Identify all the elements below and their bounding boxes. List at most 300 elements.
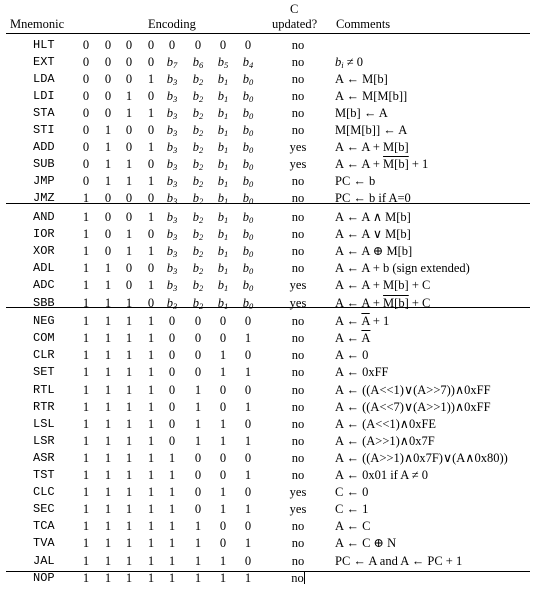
encoding-bit: 0: [82, 71, 90, 86]
mnemonic-cell: ASR: [33, 450, 55, 465]
encoding-bit: 1: [125, 365, 133, 380]
encoding-bit: 1: [194, 519, 202, 534]
encoding-bit: 0: [244, 553, 252, 568]
encoding-bit: 1: [147, 278, 155, 293]
encoding-bit: 1: [104, 295, 112, 310]
encoding-bit: $b_2$: [192, 71, 204, 87]
text-cursor: [304, 571, 305, 584]
encoding-bit: $b_3$: [166, 227, 178, 243]
mnemonic-cell: XOR: [33, 244, 55, 259]
encoding-bit: 1: [244, 433, 252, 448]
encoding-bit: 1: [82, 348, 90, 363]
encoding-bit: 1: [194, 433, 202, 448]
encoding-bit: 1: [147, 105, 155, 120]
encoding-bit: 1: [147, 244, 155, 259]
c-updated-cell: no: [291, 191, 305, 206]
table-row: [0, 553, 542, 571]
comment-cell: A ← A + M[b] + 1: [335, 157, 429, 172]
mnemonic-cell: TCA: [33, 519, 55, 534]
mnemonic-cell: ADC: [33, 278, 55, 293]
comment-cell: A ← $\overline{A} + 1$: [335, 314, 390, 329]
encoding-bit: 1: [82, 331, 90, 346]
comment-cell: A ← M[b]: [335, 71, 388, 86]
encoding-bit: $b_1$: [217, 105, 229, 121]
encoding-bit: 1: [194, 570, 202, 585]
encoding-bit: 0: [168, 37, 176, 52]
encoding-bit: 1: [104, 570, 112, 585]
encoding-bit: $b_0$: [242, 295, 254, 311]
encoding-bit: 0: [82, 174, 90, 189]
encoding-bit: 0: [125, 37, 133, 52]
c-updated-cell: no: [291, 536, 305, 551]
encoding-bit: 0: [147, 88, 155, 103]
encoding-bit: 1: [104, 174, 112, 189]
encoding-bit: $b_2$: [192, 88, 204, 104]
mnemonic-cell: LDI: [33, 88, 55, 103]
encoding-bit: 1: [244, 468, 252, 482]
encoding-bit: $b_3$: [166, 261, 178, 277]
encoding-bit: 1: [168, 502, 176, 517]
encoding-bit: $b_2$: [192, 191, 204, 207]
encoding-bit: 1: [82, 227, 90, 242]
encoding-bit: $b_1$: [217, 140, 229, 156]
comment-cell: A ← ((A<<1)∨(A>>7))∧0xFF: [335, 382, 491, 397]
encoding-bit: 1: [147, 468, 155, 482]
c-updated-cell: yes: [289, 295, 307, 310]
mnemonic-cell: IOR: [33, 227, 55, 242]
table-row: [0, 535, 542, 553]
encoding-bit: 1: [219, 433, 227, 448]
encoding-bit: 1: [168, 485, 176, 500]
encoding-bit: 1: [104, 416, 112, 431]
encoding-bit: 1: [125, 433, 133, 448]
encoding-bit: $b_3$: [166, 123, 178, 138]
encoding-bit: $b_0$: [242, 261, 254, 277]
mnemonic-cell: JAL: [33, 553, 55, 568]
encoding-bit: 1: [104, 348, 112, 363]
encoding-bit: 1: [125, 382, 133, 397]
encoding-bit: $b_2$: [192, 210, 204, 225]
encoding-bit: 1: [168, 450, 176, 465]
encoding-bit: 1: [194, 553, 202, 568]
encoding-bit: 1: [219, 365, 227, 380]
encoding-bit: 0: [168, 416, 176, 431]
mnemonic-cell: JMP: [33, 174, 55, 189]
encoding-bit: 0: [104, 54, 112, 69]
encoding-bit: $b_0$: [242, 191, 254, 207]
encoding-bit: 1: [82, 314, 90, 329]
encoding-header: Encoding: [148, 17, 196, 31]
table-row: [0, 570, 542, 588]
mnemonic-cell: ADD: [33, 140, 55, 155]
encoding-bit: $b_3$: [166, 157, 178, 173]
encoding-bit: 0: [82, 157, 90, 172]
comment-cell: A ← A + M[b] + C: [335, 295, 431, 310]
encoding-bit: $b_2$: [192, 123, 204, 138]
encoding-bit: $b_0$: [242, 123, 254, 138]
c-updated-cell: no: [291, 37, 305, 52]
comment-cell: A ← 0xFF: [335, 365, 389, 380]
mnemonic-cell: EXT: [33, 54, 55, 69]
encoding-bit: 0: [168, 365, 176, 380]
encoding-bit: 0: [194, 314, 202, 329]
mnemonic-cell: LSL: [33, 416, 55, 431]
encoding-bit: 1: [104, 365, 112, 380]
encoding-bit: 1: [104, 399, 112, 414]
encoding-bit: $b_2$: [192, 157, 204, 173]
encoding-bit: 1: [244, 399, 252, 414]
c-updated-cell: no: [291, 382, 305, 397]
encoding-bit: 0: [147, 123, 155, 137]
encoding-bit: $b_0$: [242, 210, 254, 225]
encoding-bit: 1: [219, 570, 227, 585]
encoding-bit: $b_0$: [242, 105, 254, 121]
c-updated-cell: no: [291, 244, 305, 259]
table-row: [0, 467, 542, 485]
c-updated-cell: no: [291, 261, 305, 276]
encoding-bit: 1: [82, 191, 90, 206]
encoding-bit: 1: [82, 382, 90, 397]
encoding-bit: $b_6$: [192, 54, 204, 70]
c-updated-cell: yes: [289, 157, 307, 172]
encoding-bit: 1: [104, 157, 112, 172]
encoding-bit: 1: [168, 519, 176, 534]
mnemonic-cell: JMZ: [33, 191, 55, 206]
encoding-bit: 0: [194, 348, 202, 363]
c-updated-cell: no: [291, 365, 305, 380]
encoding-bit: 0: [104, 105, 112, 120]
encoding-bit: 1: [125, 295, 133, 310]
c-header: C: [290, 2, 299, 16]
encoding-bit: 1: [104, 123, 112, 137]
encoding-bit: 1: [104, 553, 112, 568]
encoding-bit: $b_0$: [242, 227, 254, 243]
encoding-bit: $b_2$: [192, 278, 204, 294]
table-row: [0, 399, 542, 417]
encoding-bit: 1: [104, 331, 112, 346]
table-row: [0, 122, 542, 140]
encoding-bit: 0: [219, 382, 227, 397]
encoding-bit: 1: [125, 314, 133, 329]
table-row: [0, 190, 542, 208]
comment-cell: A ← M[M[b]]: [335, 88, 408, 103]
encoding-bit: $b_2$: [192, 244, 204, 260]
comment-cell: PC ← A and A ← PC + 1: [335, 553, 463, 568]
mnemonic-cell: TST: [33, 468, 55, 482]
encoding-bit: 1: [82, 416, 90, 431]
c-updated-cell: yes: [289, 485, 307, 500]
encoding-bit: $b_3$: [166, 295, 178, 311]
encoding-bit: $b_0$: [242, 278, 254, 294]
mnemonic-cell: NEG: [33, 314, 55, 329]
mnemonic-cell: SEC: [33, 502, 55, 517]
table-row: [0, 382, 542, 400]
encoding-bit: $b_1$: [217, 261, 229, 277]
table-row: [0, 501, 542, 519]
mnemonic-cell: SET: [33, 365, 55, 380]
encoding-bit: 1: [125, 244, 133, 259]
encoding-bit: 0: [244, 37, 252, 52]
mnemonic-cell: CLR: [33, 348, 55, 363]
c-updated-cell: no: [291, 450, 305, 465]
updated-header: updated?: [272, 17, 318, 31]
encoding-bit: 1: [125, 157, 133, 172]
encoding-bit: 1: [125, 536, 133, 551]
encoding-bit: 1: [125, 502, 133, 517]
encoding-bit: 1: [244, 502, 252, 517]
encoding-bit: 1: [82, 502, 90, 517]
encoding-bit: 1: [147, 433, 155, 448]
encoding-bit: 0: [104, 37, 112, 52]
encoding-bit: $b_1$: [217, 191, 229, 207]
encoding-bit: 1: [125, 399, 133, 414]
encoding-bit: 0: [82, 123, 90, 137]
table-row: [0, 277, 542, 295]
encoding-bit: 1: [168, 553, 176, 568]
c-updated-cell: no: [291, 331, 305, 346]
encoding-bit: $b_1$: [217, 157, 229, 173]
c-updated-cell: no: [291, 348, 305, 363]
encoding-bit: 1: [147, 570, 155, 585]
mnemonic-cell: TVA: [33, 536, 55, 551]
encoding-bit: $b_2$: [192, 105, 204, 121]
encoding-bit: $b_0$: [242, 244, 254, 260]
encoding-bit: $b_0$: [242, 140, 254, 156]
encoding-bit: 0: [244, 382, 252, 397]
comment-cell: A ← (A<<1)∧0xFE: [335, 416, 437, 431]
mnemonic-cell: SUB: [33, 157, 55, 172]
c-updated-cell: no: [291, 433, 305, 448]
table-row: [0, 416, 542, 434]
encoding-bit: 1: [104, 433, 112, 448]
encoding-bit: 0: [104, 244, 112, 259]
comment-cell: A ← 0: [335, 348, 369, 363]
comment-cell: PC ← b: [335, 174, 376, 189]
encoding-bit: 1: [147, 174, 155, 189]
table-row: [0, 54, 542, 72]
encoding-bit: 1: [125, 348, 133, 363]
encoding-bit: 1: [82, 450, 90, 465]
c-updated-cell: no: [291, 416, 305, 431]
encoding-bit: 0: [194, 331, 202, 346]
encoding-bit: 1: [219, 416, 227, 431]
table-row: [0, 450, 542, 468]
encoding-bit: 1: [82, 536, 90, 551]
c-updated-cell: no: [291, 88, 305, 103]
table-row: [0, 243, 542, 261]
mnemonic-cell: RTL: [33, 382, 55, 397]
encoding-bit: 1: [104, 502, 112, 517]
encoding-bit: 1: [244, 570, 252, 585]
table-row: [0, 313, 542, 331]
encoding-bit: 1: [147, 210, 155, 224]
encoding-bit: 0: [219, 399, 227, 414]
encoding-bit: 0: [194, 450, 202, 465]
encoding-bit: 1: [82, 210, 90, 224]
encoding-bit: 1: [125, 227, 133, 242]
comment-cell: A ← ((A>>1)∧0x7F)∨(A∧0x80)): [335, 450, 508, 465]
encoding-bit: 1: [147, 365, 155, 380]
encoding-bit: 0: [147, 54, 155, 69]
encoding-bit: 1: [194, 536, 202, 551]
encoding-bit: $b_2$: [192, 261, 204, 277]
encoding-bit: 0: [244, 519, 252, 534]
encoding-bit: 1: [125, 553, 133, 568]
encoding-bit: 1: [219, 553, 227, 568]
mnemonic-cell: ADL: [33, 261, 55, 276]
encoding-bit: $b_1$: [217, 227, 229, 243]
encoding-bit: $b_2$: [192, 140, 204, 156]
encoding-bit: 0: [244, 450, 252, 465]
c-updated-cell: no: [291, 227, 305, 242]
encoding-bit: 1: [104, 314, 112, 329]
c-updated-cell: no: [291, 123, 305, 137]
encoding-bit: 0: [219, 450, 227, 465]
c-updated-cell: no: [291, 54, 305, 69]
encoding-bit: 1: [82, 244, 90, 259]
c-updated-cell: yes: [289, 278, 307, 293]
table-row: [0, 484, 542, 502]
table-row: [0, 139, 542, 157]
encoding-bit: 1: [104, 536, 112, 551]
comment-cell: A ← C: [335, 519, 371, 534]
encoding-bit: 0: [219, 468, 227, 482]
encoding-bit: 1: [168, 570, 176, 585]
encoding-bit: 0: [82, 140, 90, 155]
encoding-bit: 0: [194, 37, 202, 52]
table-row: [0, 156, 542, 174]
encoding-bit: 1: [125, 105, 133, 120]
encoding-bit: 0: [125, 210, 133, 224]
encoding-bit: 0: [82, 88, 90, 103]
encoding-bit: 0: [125, 123, 133, 137]
encoding-bit: 1: [147, 314, 155, 329]
encoding-bit: 0: [194, 468, 202, 482]
encoding-bit: 1: [82, 433, 90, 448]
mnemonic-cell: STA: [33, 105, 55, 120]
comment-cell: A ← $\overline{A}$: [335, 331, 371, 346]
encoding-bit: $b_0$: [242, 157, 254, 173]
encoding-bit: 1: [82, 261, 90, 276]
encoding-bit: 0: [244, 416, 252, 431]
encoding-bit: 0: [125, 54, 133, 69]
encoding-bit: 1: [125, 450, 133, 465]
c-updated-cell: yes: [289, 140, 307, 155]
encoding-bit: $b_1$: [217, 88, 229, 104]
encoding-bit: $b_0$: [242, 88, 254, 104]
comment-cell: A ← (A>>1)∧0x7F: [335, 433, 435, 448]
encoding-bit: 1: [104, 450, 112, 465]
encoding-bit: $b_3$: [166, 210, 178, 225]
c-updated-cell: no: [291, 174, 305, 189]
encoding-bit: 1: [82, 485, 90, 500]
encoding-bit: $b_2$: [192, 295, 204, 311]
table-row: [0, 364, 542, 382]
encoding-bit: 0: [125, 71, 133, 86]
encoding-bit: $b_3$: [166, 174, 178, 190]
encoding-bit: 1: [82, 468, 90, 482]
encoding-bit: 1: [104, 140, 112, 155]
table-row: [0, 433, 542, 451]
encoding-bit: 0: [168, 314, 176, 329]
encoding-bit: 1: [244, 331, 252, 346]
encoding-bit: 0: [219, 314, 227, 329]
comment-cell: A ← A ∧ M[b]: [335, 210, 411, 224]
encoding-bit: 1: [168, 468, 176, 482]
encoding-bit: 1: [125, 174, 133, 189]
table-row: [0, 105, 542, 123]
c-updated-cell: no: [291, 519, 305, 534]
c-updated-cell: no: [291, 553, 305, 568]
encoding-bit: 0: [125, 278, 133, 293]
encoding-bit: 1: [147, 399, 155, 414]
encoding-bit: 0: [168, 433, 176, 448]
encoding-bit: 1: [194, 416, 202, 431]
c-updated-cell: no: [291, 314, 305, 329]
encoding-bit: 1: [82, 519, 90, 534]
encoding-bit: $b_1$: [217, 210, 229, 225]
encoding-bit: $b_2$: [192, 174, 204, 190]
c-updated-cell: no: [291, 105, 305, 120]
encoding-bit: 0: [219, 331, 227, 346]
table-row: [0, 260, 542, 278]
encoding-bit: $b_0$: [242, 174, 254, 190]
mnemonic-cell: STI: [33, 123, 55, 137]
encoding-bit: 0: [104, 191, 112, 206]
encoding-bit: 1: [147, 536, 155, 551]
c-updated-cell: no: [291, 468, 305, 482]
encoding-bit: 0: [219, 37, 227, 52]
encoding-bit: 1: [125, 468, 133, 482]
encoding-bit: 1: [104, 468, 112, 482]
table-row: [0, 88, 542, 106]
encoding-bit: 0: [125, 261, 133, 276]
table-row: [0, 209, 542, 227]
encoding-bit: 0: [219, 519, 227, 534]
encoding-bit: 1: [104, 278, 112, 293]
comment-cell: M[b] ← A: [335, 105, 388, 120]
encoding-bit: $b_3$: [166, 244, 178, 260]
encoding-bit: $b_4$: [242, 54, 254, 70]
encoding-bit: 1: [104, 382, 112, 397]
encoding-bit: 0: [104, 227, 112, 242]
encoding-bit: 1: [147, 553, 155, 568]
encoding-bit: 0: [104, 88, 112, 103]
comments-header: Comments: [336, 17, 391, 31]
encoding-bit: 1: [194, 382, 202, 397]
mnemonic-cell: LDA: [33, 71, 55, 86]
encoding-bit: 0: [82, 54, 90, 69]
table-row: [0, 37, 542, 55]
encoding-bit: 0: [104, 210, 112, 224]
encoding-bit: $b_3$: [166, 88, 178, 104]
encoding-bit: 1: [147, 382, 155, 397]
encoding-bit: 1: [147, 485, 155, 500]
encoding-bit: 1: [82, 553, 90, 568]
encoding-bit: $b_3$: [166, 278, 178, 294]
mnemonic-cell: RTR: [33, 399, 55, 414]
mnemonic-cell: AND: [33, 210, 55, 224]
table-row: [0, 173, 542, 191]
table-row: [0, 518, 542, 536]
c-updated-cell: no: [291, 71, 305, 86]
c-updated-cell: no: [291, 210, 305, 224]
encoding-bit: 1: [219, 502, 227, 517]
comment-cell: A ← ((A<<7)∨(A>>1))∧0xFF: [335, 399, 491, 414]
table-row: [0, 347, 542, 365]
encoding-bit: 1: [147, 331, 155, 346]
encoding-bit: 0: [168, 348, 176, 363]
